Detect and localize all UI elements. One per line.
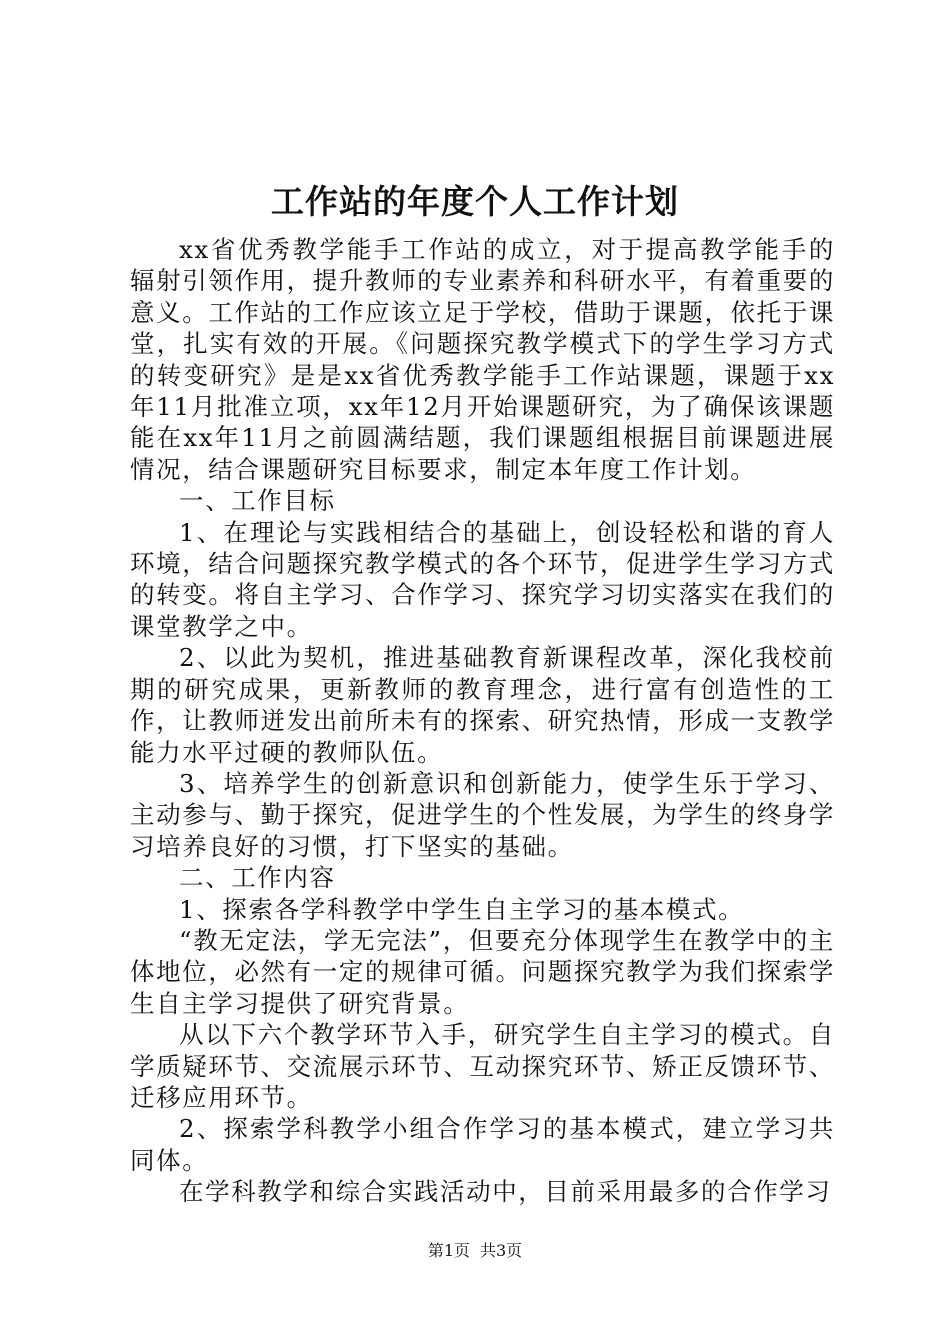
- document-title: 工作站的年度个人工作计划: [271, 182, 679, 221]
- paragraph-goal-3: 3、培养学生的创新意识和创新能力，使学生乐于学习、主动参与、勤于探究，促进学生的个性发展，为学生的终身学习培养良好的习惯，打下坚实的基础。: [130, 768, 835, 861]
- page-total: 共3页: [480, 1241, 523, 1260]
- paragraph-content-1: 1、探索各学科教学中学生自主学习的基本模式。: [179, 894, 745, 924]
- paragraph-intro: xx省优秀教学能手工作站的成立，对于提高教学能手的辐射引领作用，提升教师的专业素养和科研水平，有着重要的意义。工作站的工作应该立足于学校，借助于课题，依托于课堂，扎实有效的开展。《问题探究教学模式下的学生学习方式的转变研究》是是xx省优秀教学能手工作站课题，课题于xx年11月批准立项，xx年12月开始课题研究，为了确保该课题能在xx年11月之前圆满结题，我们课题组根据目前课题进展情况，结合课题研究目标要求，制定本年度工作计划。: [130, 235, 835, 484]
- page-number: 第1页: [427, 1241, 470, 1260]
- paragraph-goal-1: 1、在理论与实践相结合的基础上，创设轻松和谐的育人环境，结合问题探究教学模式的各个环节，促进学生学习方式的转变。将自主学习、合作学习、探究学习切实落实在我们的课堂教学之中。: [130, 517, 835, 641]
- heading-goals: 一、工作目标: [179, 486, 336, 516]
- paragraph-content-1-detail: “教无定法，学无完法”，但要充分体现学生在教学中的主体地位，必然有一定的规律可循。问题探究教学为我们探索学生自主学习提供了研究背景。: [130, 925, 835, 1018]
- paragraph-content-2: 2、探索学科教学小组合作学习的基本模式，建立学习共同体。: [130, 1114, 835, 1175]
- paragraph-content-1-steps: 从以下六个教学环节入手，研究学生自主学习的模式。自学质疑环节、交流展示环节、互动探究环节、矫正反馈环节、迁移应用环节。: [130, 1020, 835, 1112]
- page-footer: [0, 1240, 950, 1262]
- document-body: [130, 234, 835, 1208]
- heading-content: 二、工作内容: [179, 863, 336, 893]
- paragraph-goal-2: 2、以此为契机，推进基础教育新课程改革，深化我校前期的研究成果，更新教师的教育理念，进行富有创造性的工作，让教师迸发出前所未有的探索、研究热情，形成一支教学能力水平过硬的教师队伍。: [130, 643, 835, 767]
- paragraph-content-2-detail: 在学科教学和综合实践活动中，目前采用最多的合作学习: [179, 1177, 832, 1207]
